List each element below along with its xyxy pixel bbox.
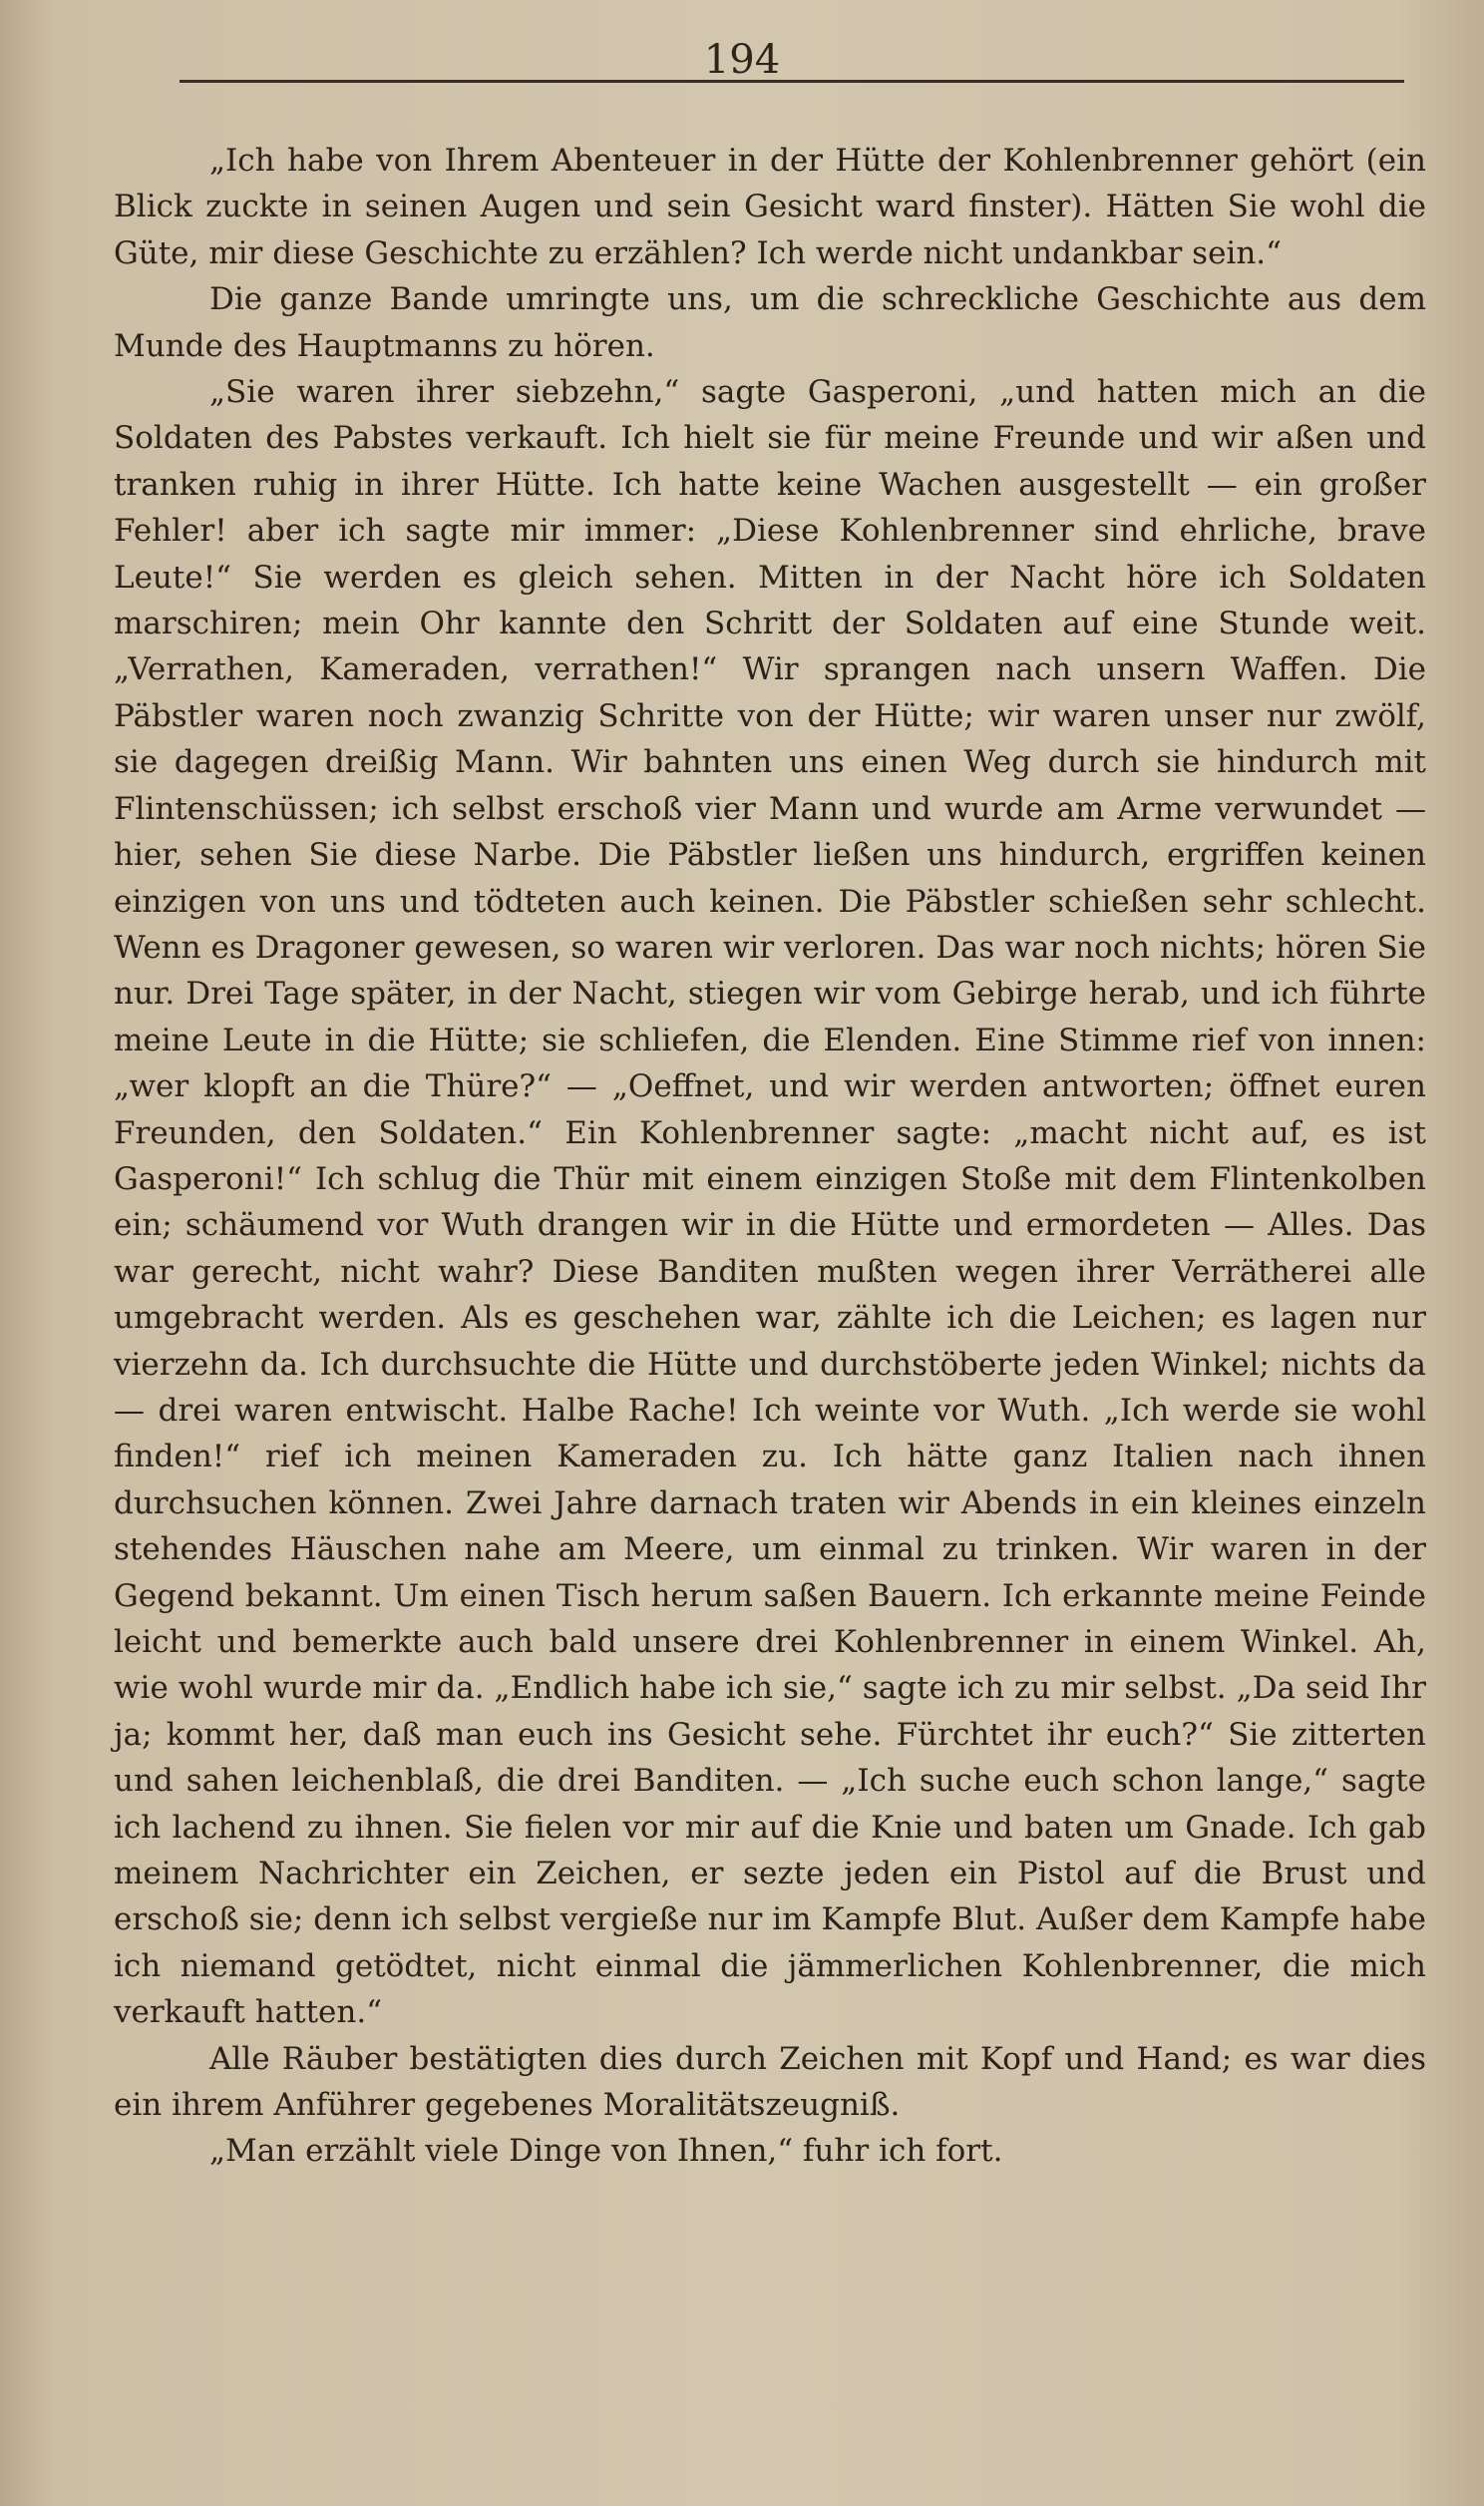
page-number: 194 [703, 37, 781, 83]
paragraph-3: „Sie waren ihrer siebzehn,“ sagte Gasperoni, „und hatten mich an die Soldaten des Pabstes verkauft. Ich hielt sie für meine Freunde und wir aßen und tranken ruhig in ihrer Hütte. Ich hatte keine Wachen ausgestellt — ein großer Fehler! aber ich sagte mir immer: „Diese Kohlenbrenner sind ehrliche, brave Leute!“ Sie werden es gleich sehen. Mitten in der Nacht höre ich Soldaten marschiren; mein Ohr kannte den Schritt der Soldaten auf eine Stunde weit. „Verrathen, Kameraden, verrathen!“ Wir sprangen nach unsern Waffen. Die Päbstler waren noch zwanzig Schritte von der Hütte; wir waren unser nur zwölf, sie dagegen dreißig Mann. Wir bahnten uns einen Weg durch sie hindurch mit Flintenschüssen; ich selbst erschoß vier Mann und wurde am Arme verwundet — hier, sehen Sie diese Narbe. Die Päbstler ließen uns hindurch, ergriffen keinen einzigen von uns und tödteten auch keinen. Die Päbstler schießen sehr schlecht. Wenn es Dragoner gewesen, so waren wir verloren. Das war noch nichts; hören Sie nur. Drei Tage später, in der Nacht, stiegen wir vom Gebirge herab, und ich führte meine Leute in die Hütte; sie schliefen, die Elenden. Eine Stimme rief von innen: „wer klopft an die Thüre?“ — „Oeffnet, und wir werden antworten; öffnet euren Freunden, den Soldaten.“ Ein Kohlenbrenner sagte: „macht nicht auf, es ist Gasperoni!“ Ich schlug die Thür mit einem einzigen Stoße mit dem Flintenkolben ein; schäumend vor Wuth drangen wir in die Hütte und ermordeten — Alles. Das war gerecht, nicht wahr? Diese Banditen mußten wegen ihrer Verrätherei alle umgebracht werden. Als es geschehen war, zählte ich die Leichen; es lagen nur vierzehn da. Ich durchsuchte die Hütte und durchstöberte jeden Winkel; nichts da — drei waren entwischt. Halbe Rache! Ich weinte vor Wuth. „Ich werde sie wohl finden!“ rief ich meinen Kameraden zu. Ich hätte ganz Italien nach ihnen durchsuchen können. Zwei Jahre darnach traten wir Abends in ein kleines einzeln stehendes Häuschen nahe am Meere, um einmal zu trinken. Wir waren in der Gegend bekannt. Um einen Tisch herum saßen Bauern. Ich erkannte meine Feinde leicht und bemerkte auch bald unsere drei Kohlenbrenner in einem Winkel. Ah, wie wohl wurde mir da. „Endlich habe ich sie,“ sagte ich zu mir selbst. „Da seid Ihr ja; kommt her, daß man euch ins Gesicht sehe. Fürchtet ihr euch?“ Sie zitterten und sahen leichenblaß, die drei Banditen. — „Ich suche euch schon lange,“ sagte ich lachend zu ihnen. Sie fielen vor mir auf die Knie und baten um Gnade. Ich gab meinem Nachrichter ein Zeichen, er sezte jeden ein Pistol auf die Brust und erschoß sie; denn ich selbst vergieße nur im Kampfe Blut. Außer dem Kampfe habe ich niemand getödtet, nicht einmal die jämmerlichen Kohlenbrenner, die mich verkauft hatten.“ [114, 374, 1426, 2031]
body-text [114, 138, 1426, 2175]
header-rule [180, 80, 1404, 83]
paragraph-2: Die ganze Bande umringte uns, um die schreckliche Geschichte aus dem Munde des Hauptmanns zu hören. [114, 281, 1426, 364]
paragraph-5: „Man erzählt viele Dinge von Ihnen,“ fuhr ich fort. [209, 2133, 1003, 2170]
paragraph-1: „Ich habe von Ihrem Abenteuer in der Hütte der Kohlenbrenner gehört (ein Blick zuckte in seinen Augen und sein Gesicht ward finster). Hätten Sie wohl die Güte, mir diese Geschichte zu erzählen? Ich werde nicht undankbar sein.“ [114, 143, 1426, 271]
paragraph-4: Alle Räuber bestätigten dies durch Zeichen mit Kopf und Hand; es war dies ein ihrem Anführer gegebenes Moralitätszeugniß. [114, 2040, 1426, 2124]
